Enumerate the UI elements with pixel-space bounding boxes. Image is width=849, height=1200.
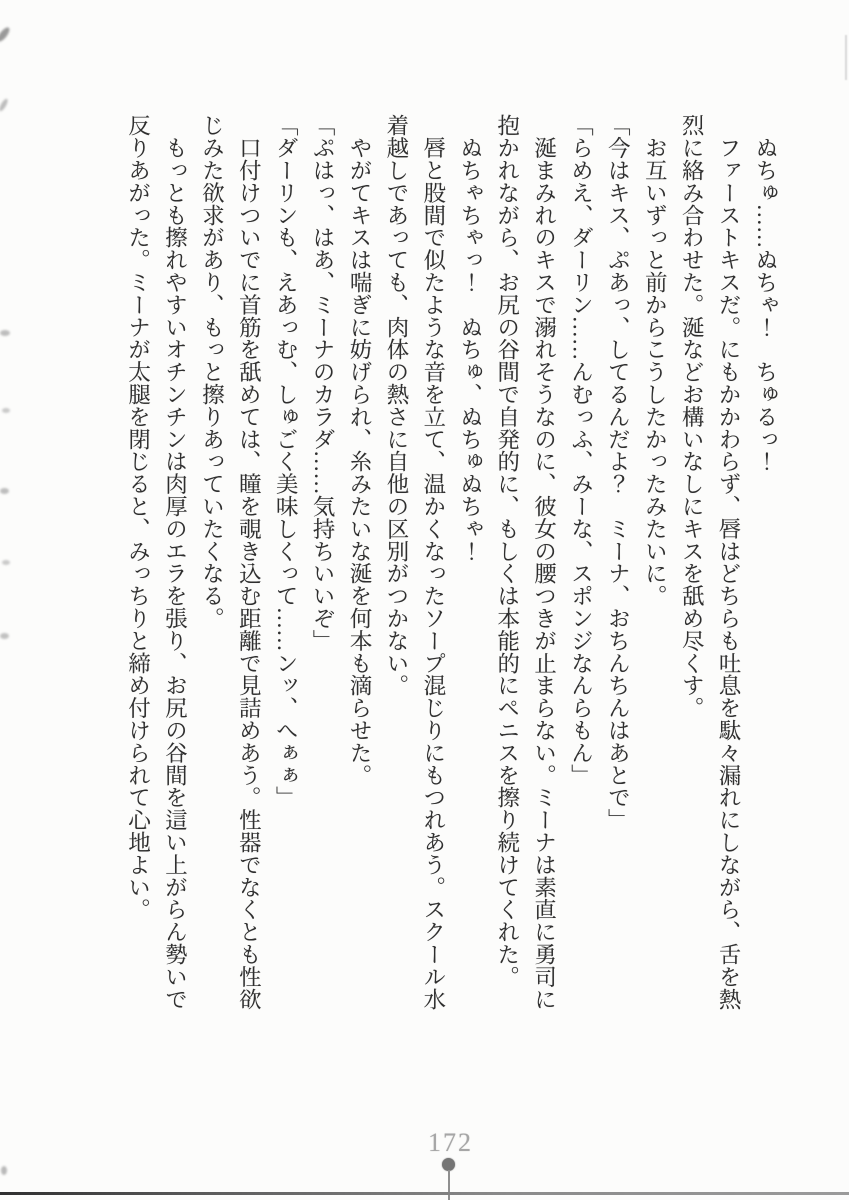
paragraph-dialogue: 「ぷはっ、はあ、ミーナのカラダ……気持ちいいぞ」 [310, 114, 336, 652]
scan-gutter-smudge [2, 560, 10, 565]
paragraph-dialogue: 「今はキス、ぷあっ、してるんだよ？ ミーナ、おちんちんはあとで」 [605, 114, 631, 831]
scan-gutter-smudge [2, 408, 10, 413]
paragraph-narrative: 唇と股間で似たような音を立て、温かくなったソープ混じりにもつれあう。スクール水着越しであっても、肉体の熱さに自他の区別がつかない。 [383, 114, 446, 1010]
paragraph-narrative: やがてキスは喘ぎに妨げられ、糸みたいな涎を何本も滴らせた。 [347, 114, 373, 786]
paragraph-dialogue: 「ダーリンも、えあっむ、しゅごく美味しくって……ンッ、へぁぁ」 [273, 114, 299, 809]
paragraph-narrative: お互いずっと前からこうしたかったみたいに。 [642, 114, 668, 607]
scan-gutter-smudge [0, 633, 9, 639]
page-bottom-edge-line [0, 1192, 849, 1195]
paragraph-dialogue: 「らめえ、ダーリン……んむっふ、みーな、スポンジなんらもん」 [568, 114, 594, 786]
paragraph-sfx: ぬちゃちゃっ！ ぬちゅ、ぬちゅぬちゃ！ [457, 114, 483, 562]
footer-vertical-rule [448, 1170, 450, 1200]
scan-gutter-smudge [1, 1166, 7, 1175]
scan-gutter-smudge [0, 98, 9, 113]
scan-right-edge-line [845, 35, 847, 80]
scan-gutter-smudge [0, 488, 9, 494]
page-number: 172 [428, 1128, 473, 1157]
paragraph-sfx: ぬちゅ……ぬちゃ！ ちゅるっ！ [753, 114, 778, 473]
paragraph-narrative: 涎まみれのキスで溺れそうなのに、彼女の腰つきが止まらない。ミーナは素直に勇司に抱かれながら、お尻の谷間で自発的に、もしくは本能的にペニスを擦り続けてくれた。 [494, 114, 557, 1010]
paragraph-narrative: もっとも擦れやすいオチンチンは肉厚のエラを張り、お尻の谷間を這い上がらん勢いで反りあがった。ミーナが太腿を閉じると、みっちりと締め付けられて心地よい。 [125, 114, 188, 1010]
paragraph-narrative: ファーストキスだ。にもかかわらず、唇はどちらも吐息を駄々漏れにしながら、舌を熱烈に絡み合わせた。涎などお構いなしにキスを舐め尽くす。 [679, 114, 742, 1010]
scan-gutter-smudge [0, 26, 11, 44]
scan-gutter-smudge [0, 330, 10, 336]
paragraph-narrative: 口付けついでに首筋を舐めては、瞳を覗き込む距離で見詰めあう。性器でなくとも性欲じみた欲求があり、もっと擦りあっていたくなる。 [199, 114, 262, 1010]
vertical-text-block [119, 114, 783, 1012]
